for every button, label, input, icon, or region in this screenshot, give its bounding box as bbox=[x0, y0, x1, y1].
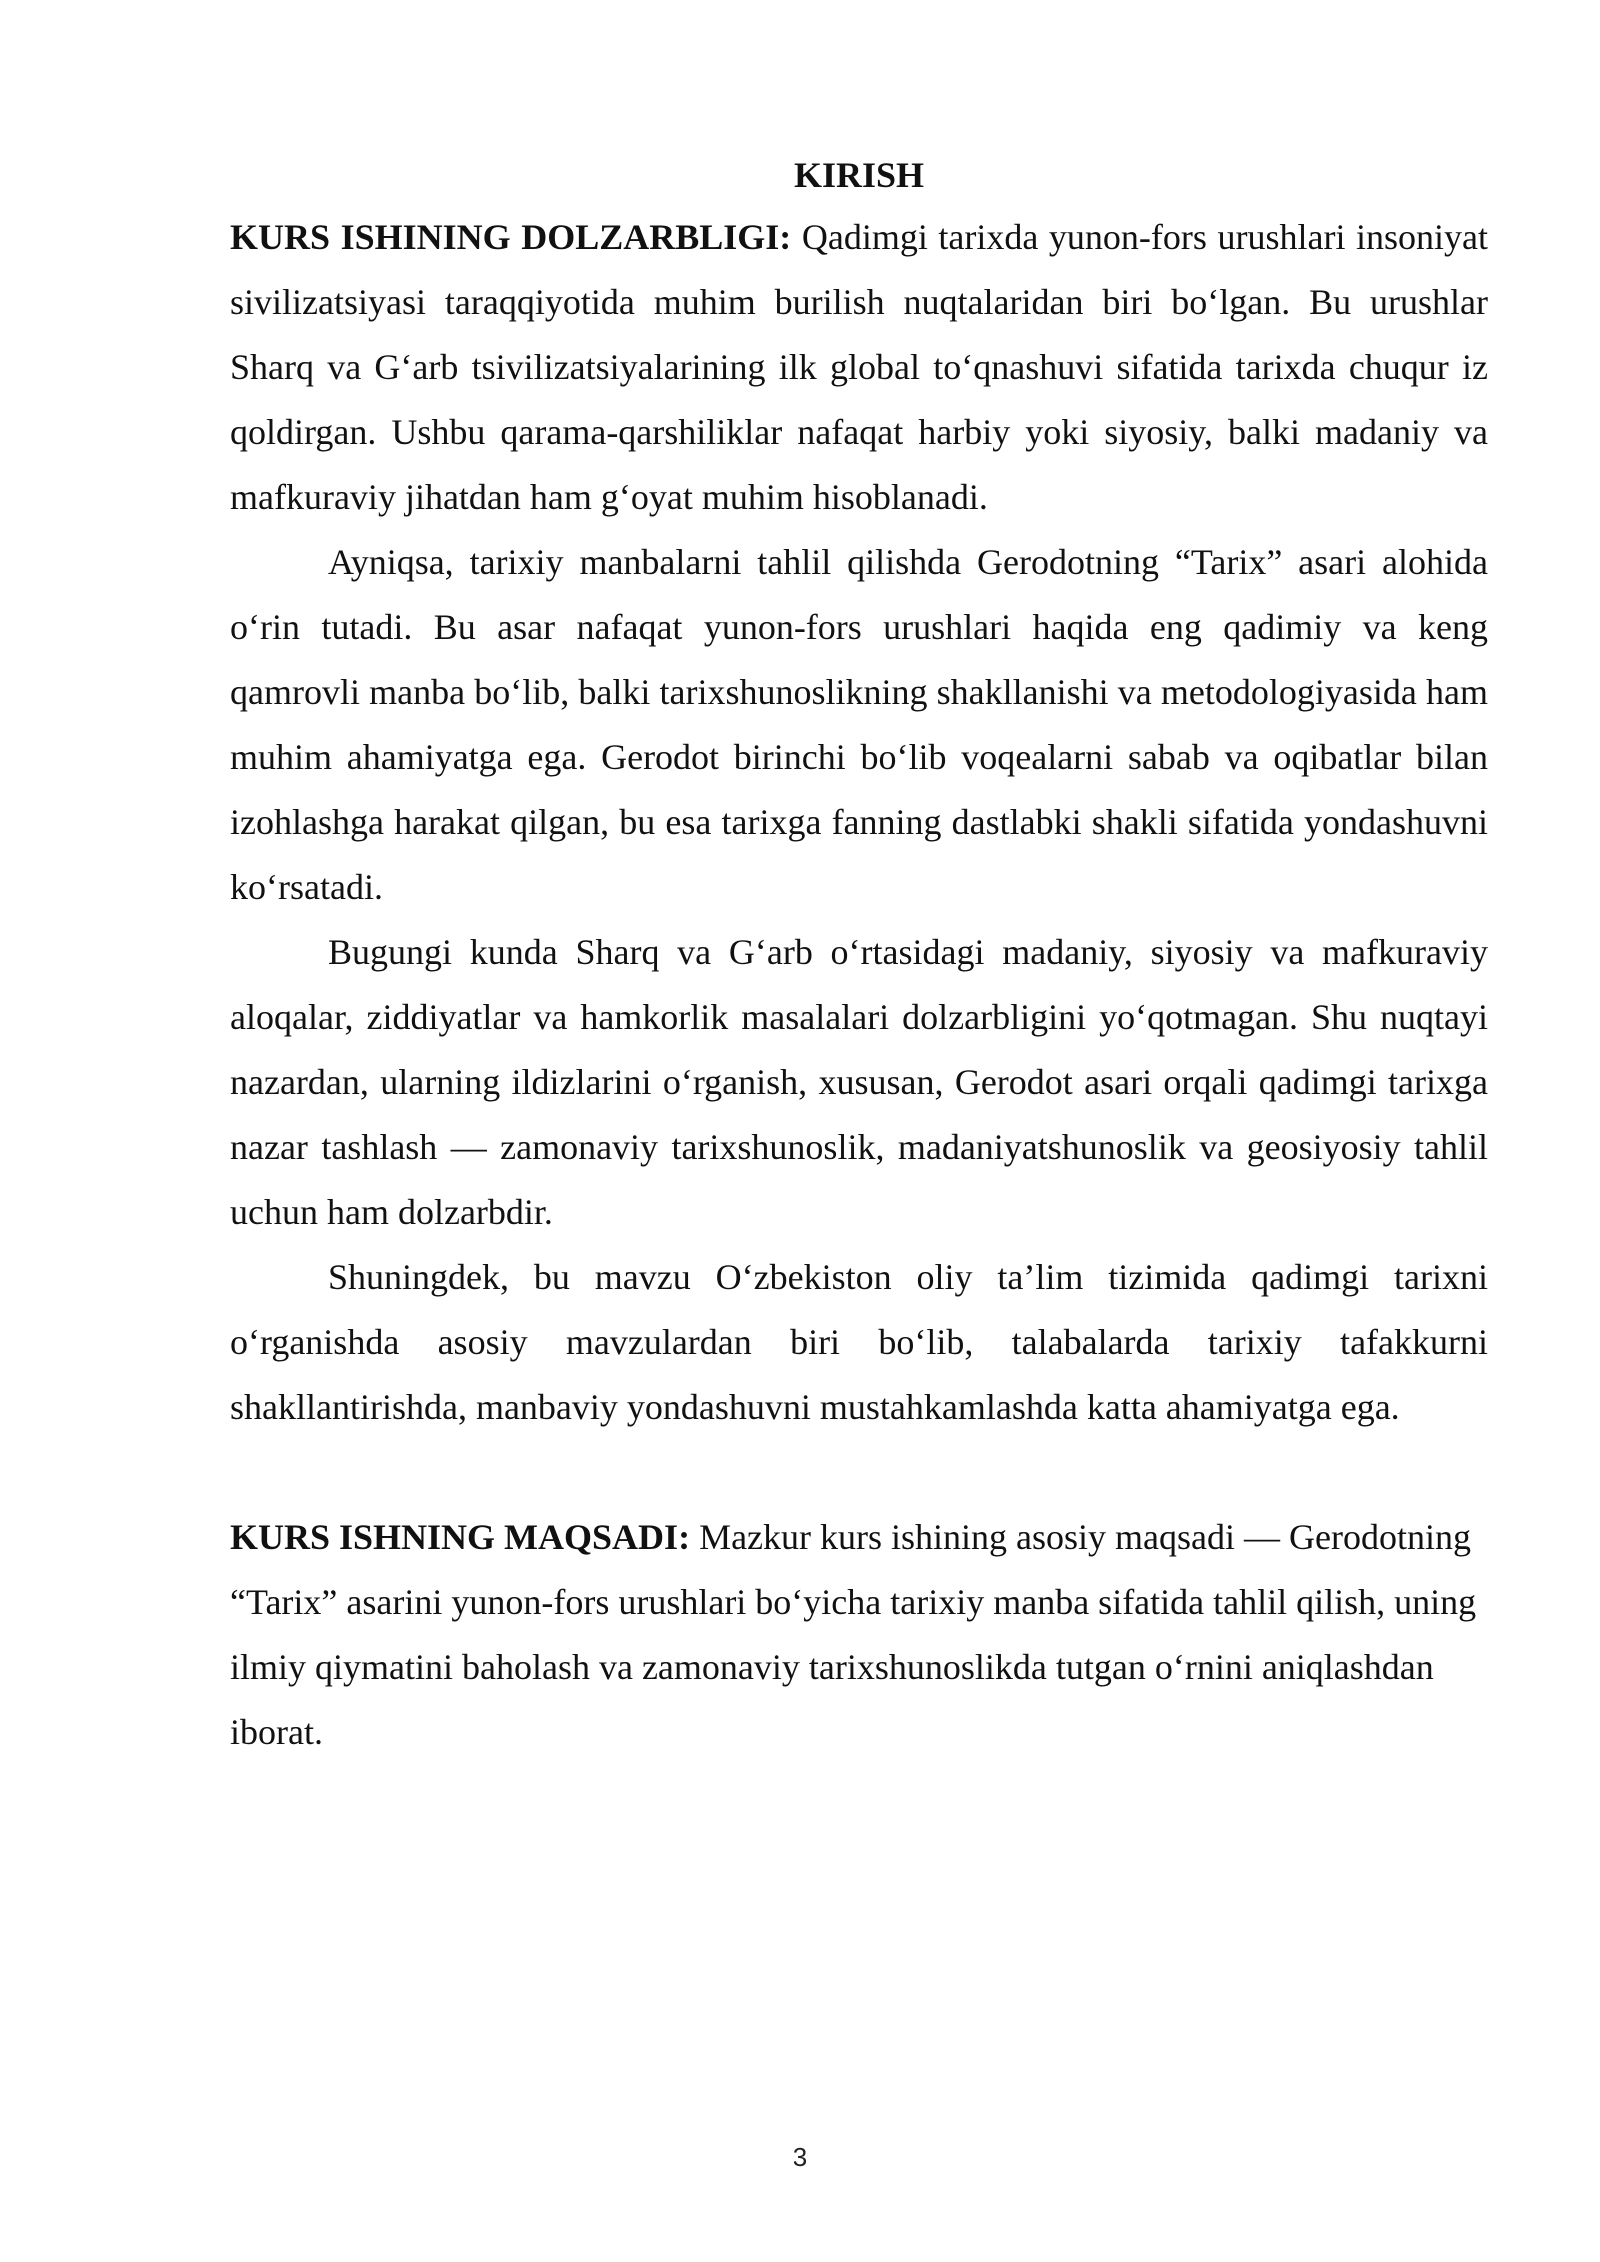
body-paragraph-1: Ayniqsa, tarixiy manbalarni tahlil qilishda Gerodotning “Tarix” asari alohida o‘rin tutadi. Bu asar nafaqat yunon-fors urushlari haqida eng qadimiy va keng qamrovli manba bo‘lib, balki tarixshunoslikning shakllanishi va metodologiyasida ham muhim ahamiyatga ega. Gerodot birinchi bo‘lib voqealarni sabab va oqibatlar bilan izohlashga harakat qilgan, bu esa tarixga fanning dastlabki shakli sifatida yondashuvni ko‘rsatadi. bbox=[230, 542, 1488, 907]
page-number: 3 bbox=[792, 2142, 808, 2172]
goal-label: KURS ISHNING MAQSADI: bbox=[230, 1517, 691, 1557]
goal-paragraph bbox=[230, 1505, 1488, 1765]
relevance-paragraph bbox=[230, 205, 1488, 530]
relevance-text: Qadimgi tarixda yunon-fors urushlari insoniyat sivilizatsiyasi taraqqiyotida muhim burilish nuqtalaridan biri bo‘lgan. Bu urushlar Sharq va G‘arb tsivilizatsiyalarining ilk global to‘qnashuvi sifatida tarixda chuqur iz qoldirgan. Ushbu qarama-qarshiliklar nafaqat harbiy yoki siyosiy, balki madaniy va mafkuraviy jihatdan ham g‘oyat muhim hisoblanadi. bbox=[230, 217, 1489, 517]
section-heading: KIRISH bbox=[793, 155, 925, 195]
goal-text: Mazkur kurs ishining asosiy maqsadi — Gerodotning “Tarix” asarini yunon-fors urushlari bo‘yicha tarixiy manba sifatida tahlil qilish, uning ilmiy qiymatini baholash va zamonaviy tarixshunoslikda tutgan o‘rnini aniqlashdan iborat. bbox=[230, 1517, 1477, 1752]
document-body bbox=[230, 145, 1488, 1765]
relevance-label: KURS ISHINING DOLZARBLIGI: bbox=[230, 217, 792, 257]
body-paragraph-2: Bugungi kunda Sharq va G‘arb o‘rtasidagi madaniy, siyosiy va mafkuraviy aloqalar, ziddiyatlar va hamkorlik masalalari dolzarbligini yo‘qotmagan. Shu nuqtayi nazardan, ularning ildizlarini o‘rganish, xususan, Gerodot asari orqali qadimgi tarixga nazar tashlash — zamonaviy tarixshunoslik, madaniyatshunoslik va geosiyosiy tahlil uchun ham dolzarbdir. bbox=[230, 932, 1488, 1232]
body-paragraph-3: Shuningdek, bu mavzu O‘zbekiston oliy ta’lim tizimida qadimgi tarixni o‘rganishda asosiy mavzulardan biri bo‘lib, talabalarda tarixiy tafakkurni shakllantirishda, manbaviy yondashuvni mustahkamlashda katta ahamiyatga ega. bbox=[230, 1257, 1488, 1427]
